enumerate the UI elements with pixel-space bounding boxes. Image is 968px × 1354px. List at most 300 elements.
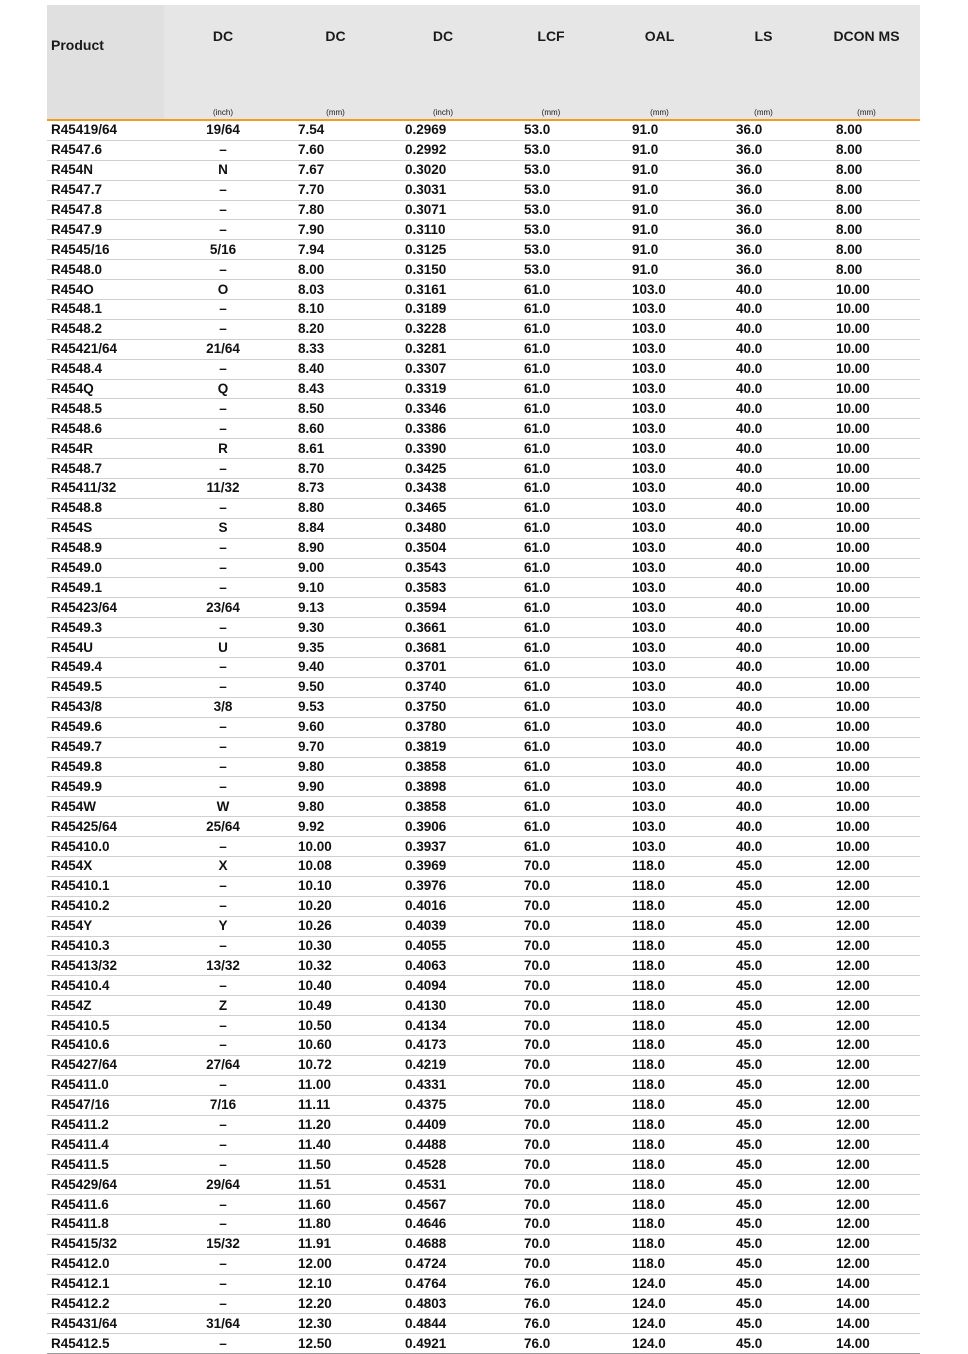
cell-dc-inch: – xyxy=(164,260,282,280)
cell-lcf: 70.0 xyxy=(497,956,605,976)
cell-oal: 103.0 xyxy=(605,638,714,658)
table-row xyxy=(47,896,920,916)
cell-dc-inch-decimal: 0.3701 xyxy=(389,658,497,678)
cell-product: R45411.6 xyxy=(47,1195,164,1215)
cell-dc-inch-decimal: 0.4409 xyxy=(389,1115,497,1135)
cell-dcon-ms: 10.00 xyxy=(813,538,920,558)
cell-dcon-ms: 8.00 xyxy=(813,260,920,280)
cell-dcon-ms: 10.00 xyxy=(813,280,920,300)
cell-lcf: 53.0 xyxy=(497,140,605,160)
cell-product: R45410.0 xyxy=(47,837,164,857)
cell-product: R45410.4 xyxy=(47,976,164,996)
cell-dc-mm: 10.00 xyxy=(282,837,389,857)
cell-dc-mm: 8.43 xyxy=(282,379,389,399)
cell-ls: 36.0 xyxy=(714,180,813,200)
cell-dc-inch: – xyxy=(164,1155,282,1175)
cell-dcon-ms: 10.00 xyxy=(813,677,920,697)
cell-product: R4549.0 xyxy=(47,558,164,578)
cell-dc-inch-decimal: 0.3543 xyxy=(389,558,497,578)
cell-dc-inch-decimal: 0.4039 xyxy=(389,916,497,936)
cell-oal: 103.0 xyxy=(605,797,714,817)
table-row xyxy=(47,1195,920,1215)
cell-oal: 118.0 xyxy=(605,856,714,876)
cell-lcf: 70.0 xyxy=(497,1055,605,1075)
table-row xyxy=(47,1075,920,1095)
cell-dc-inch-decimal: 0.3661 xyxy=(389,618,497,638)
cell-lcf: 61.0 xyxy=(497,777,605,797)
cell-lcf: 70.0 xyxy=(497,996,605,1016)
cell-dc-mm: 7.80 xyxy=(282,200,389,220)
cell-dc-mm: 9.92 xyxy=(282,817,389,837)
cell-dc-inch-decimal: 0.4488 xyxy=(389,1135,497,1155)
cell-dc-inch: 27/64 xyxy=(164,1055,282,1075)
cell-lcf: 53.0 xyxy=(497,220,605,240)
table-header xyxy=(47,5,920,120)
cell-dc-mm: 10.30 xyxy=(282,936,389,956)
cell-dc-mm: 8.33 xyxy=(282,339,389,359)
cell-dc-inch-decimal: 0.3740 xyxy=(389,677,497,697)
cell-dc-mm: 7.90 xyxy=(282,220,389,240)
cell-oal: 103.0 xyxy=(605,618,714,638)
cell-oal: 103.0 xyxy=(605,598,714,618)
cell-dcon-ms: 12.00 xyxy=(813,956,920,976)
cell-dcon-ms: 12.00 xyxy=(813,1035,920,1055)
cell-oal: 118.0 xyxy=(605,1195,714,1215)
cell-dc-inch: – xyxy=(164,1334,282,1354)
table-row xyxy=(47,439,920,459)
cell-lcf: 61.0 xyxy=(497,319,605,339)
cell-lcf: 70.0 xyxy=(497,1234,605,1254)
cell-lcf: 70.0 xyxy=(497,1214,605,1234)
cell-ls: 45.0 xyxy=(714,1095,813,1115)
cell-dc-inch: X xyxy=(164,856,282,876)
cell-dc-inch: – xyxy=(164,459,282,479)
cell-lcf: 70.0 xyxy=(497,936,605,956)
cell-oal: 103.0 xyxy=(605,558,714,578)
table-body xyxy=(47,120,920,1354)
table-row xyxy=(47,618,920,638)
cell-oal: 103.0 xyxy=(605,757,714,777)
cell-lcf: 70.0 xyxy=(497,1095,605,1115)
cell-lcf: 61.0 xyxy=(497,598,605,618)
cell-lcf: 61.0 xyxy=(497,578,605,598)
cell-dcon-ms: 8.00 xyxy=(813,160,920,180)
cell-dc-inch-decimal: 0.3228 xyxy=(389,319,497,339)
cell-oal: 91.0 xyxy=(605,200,714,220)
cell-dc-inch: – xyxy=(164,1214,282,1234)
cell-dc-inch-decimal: 0.3346 xyxy=(389,399,497,419)
cell-dc-inch: 7/16 xyxy=(164,1095,282,1115)
cell-lcf: 61.0 xyxy=(497,697,605,717)
cell-ls: 45.0 xyxy=(714,856,813,876)
cell-dc-inch: 13/32 xyxy=(164,956,282,976)
cell-product: R45412.5 xyxy=(47,1334,164,1354)
cell-dc-mm: 9.80 xyxy=(282,757,389,777)
cell-dc-mm: 10.49 xyxy=(282,996,389,1016)
cell-dc-inch: – xyxy=(164,677,282,697)
cell-dcon-ms: 12.00 xyxy=(813,1155,920,1175)
cell-lcf: 70.0 xyxy=(497,1195,605,1215)
cell-dcon-ms: 14.00 xyxy=(813,1314,920,1334)
cell-ls: 45.0 xyxy=(714,1294,813,1314)
cell-dcon-ms: 12.00 xyxy=(813,916,920,936)
cell-product: R4547.8 xyxy=(47,200,164,220)
cell-oal: 118.0 xyxy=(605,1035,714,1055)
cell-dc-inch: – xyxy=(164,200,282,220)
cell-dcon-ms: 10.00 xyxy=(813,419,920,439)
cell-dc-mm: 10.60 xyxy=(282,1035,389,1055)
cell-ls: 40.0 xyxy=(714,518,813,538)
cell-lcf: 70.0 xyxy=(497,1075,605,1095)
table-row xyxy=(47,797,920,817)
unit-dc-inch-decimal: (inch) xyxy=(389,95,497,120)
cell-dc-mm: 11.50 xyxy=(282,1155,389,1175)
cell-oal: 103.0 xyxy=(605,419,714,439)
cell-dc-inch-decimal: 0.3125 xyxy=(389,240,497,260)
cell-ls: 40.0 xyxy=(714,717,813,737)
cell-ls: 36.0 xyxy=(714,120,813,140)
cell-dc-inch-decimal: 0.3969 xyxy=(389,856,497,876)
cell-lcf: 76.0 xyxy=(497,1274,605,1294)
cell-dc-mm: 9.53 xyxy=(282,697,389,717)
table-row xyxy=(47,1035,920,1055)
cell-dc-mm: 9.90 xyxy=(282,777,389,797)
cell-dc-inch-decimal: 0.4016 xyxy=(389,896,497,916)
table-row xyxy=(47,658,920,678)
cell-dcon-ms: 12.00 xyxy=(813,896,920,916)
cell-dc-inch: – xyxy=(164,976,282,996)
cell-oal: 103.0 xyxy=(605,300,714,320)
table-row xyxy=(47,538,920,558)
cell-product: R4549.4 xyxy=(47,658,164,678)
cell-oal: 103.0 xyxy=(605,399,714,419)
cell-dc-inch: – xyxy=(164,1016,282,1036)
cell-ls: 40.0 xyxy=(714,439,813,459)
cell-dc-inch-decimal: 0.3583 xyxy=(389,578,497,598)
cell-dc-inch: 31/64 xyxy=(164,1314,282,1334)
cell-lcf: 61.0 xyxy=(497,459,605,479)
cell-dc-inch: Z xyxy=(164,996,282,1016)
cell-dcon-ms: 12.00 xyxy=(813,1055,920,1075)
cell-lcf: 61.0 xyxy=(497,737,605,757)
table-row xyxy=(47,459,920,479)
cell-product: R4548.1 xyxy=(47,300,164,320)
cell-dc-inch-decimal: 0.2992 xyxy=(389,140,497,160)
cell-ls: 40.0 xyxy=(714,399,813,419)
cell-ls: 40.0 xyxy=(714,658,813,678)
unit-oal: (mm) xyxy=(605,95,714,120)
cell-dc-mm: 12.20 xyxy=(282,1294,389,1314)
cell-ls: 40.0 xyxy=(714,797,813,817)
cell-dc-inch: – xyxy=(164,1115,282,1135)
table-row xyxy=(47,996,920,1016)
cell-oal: 118.0 xyxy=(605,1016,714,1036)
cell-dcon-ms: 12.00 xyxy=(813,1115,920,1135)
cell-dc-inch: 19/64 xyxy=(164,120,282,140)
cell-dc-inch: – xyxy=(164,300,282,320)
cell-lcf: 70.0 xyxy=(497,916,605,936)
cell-dc-mm: 11.91 xyxy=(282,1234,389,1254)
cell-product: R45423/64 xyxy=(47,598,164,618)
cell-product: R45412.2 xyxy=(47,1294,164,1314)
cell-lcf: 61.0 xyxy=(497,339,605,359)
cell-dcon-ms: 8.00 xyxy=(813,140,920,160)
cell-lcf: 70.0 xyxy=(497,1035,605,1055)
cell-lcf: 61.0 xyxy=(497,300,605,320)
cell-product: R45427/64 xyxy=(47,1055,164,1075)
unit-dc-mm: (mm) xyxy=(282,95,389,120)
cell-ls: 36.0 xyxy=(714,200,813,220)
cell-dc-inch: U xyxy=(164,638,282,658)
table-row xyxy=(47,697,920,717)
cell-lcf: 70.0 xyxy=(497,1155,605,1175)
cell-dc-inch-decimal: 0.3937 xyxy=(389,837,497,857)
cell-dc-mm: 10.72 xyxy=(282,1055,389,1075)
cell-lcf: 53.0 xyxy=(497,260,605,280)
cell-dcon-ms: 10.00 xyxy=(813,459,920,479)
cell-dcon-ms: 10.00 xyxy=(813,339,920,359)
cell-product: R4543/8 xyxy=(47,697,164,717)
cell-ls: 45.0 xyxy=(714,896,813,916)
cell-product: R4548.4 xyxy=(47,359,164,379)
cell-product: R45411.5 xyxy=(47,1155,164,1175)
cell-ls: 36.0 xyxy=(714,220,813,240)
cell-lcf: 61.0 xyxy=(497,797,605,817)
cell-lcf: 61.0 xyxy=(497,658,605,678)
cell-ls: 40.0 xyxy=(714,538,813,558)
table-row xyxy=(47,1115,920,1135)
unit-ls: (mm) xyxy=(714,95,813,120)
cell-ls: 40.0 xyxy=(714,598,813,618)
table-row xyxy=(47,319,920,339)
cell-product: R4548.6 xyxy=(47,419,164,439)
cell-product: R454R xyxy=(47,439,164,459)
cell-dc-inch-decimal: 0.4173 xyxy=(389,1035,497,1055)
cell-lcf: 61.0 xyxy=(497,817,605,837)
table-row xyxy=(47,578,920,598)
cell-dc-mm: 8.73 xyxy=(282,479,389,499)
cell-dcon-ms: 10.00 xyxy=(813,737,920,757)
cell-oal: 103.0 xyxy=(605,319,714,339)
cell-dc-mm: 9.70 xyxy=(282,737,389,757)
table-row xyxy=(47,1214,920,1234)
cell-oal: 118.0 xyxy=(605,1075,714,1095)
table-row xyxy=(47,777,920,797)
cell-oal: 118.0 xyxy=(605,896,714,916)
column-header-dcon-ms: DCON MS xyxy=(813,5,920,95)
table-row xyxy=(47,856,920,876)
cell-dc-mm: 8.10 xyxy=(282,300,389,320)
cell-ls: 40.0 xyxy=(714,379,813,399)
table-row xyxy=(47,300,920,320)
cell-dc-mm: 7.94 xyxy=(282,240,389,260)
cell-lcf: 61.0 xyxy=(497,280,605,300)
cell-dc-inch-decimal: 0.3425 xyxy=(389,459,497,479)
cell-lcf: 61.0 xyxy=(497,757,605,777)
table-row xyxy=(47,1175,920,1195)
cell-dc-inch-decimal: 0.3189 xyxy=(389,300,497,320)
cell-oal: 118.0 xyxy=(605,1234,714,1254)
cell-oal: 91.0 xyxy=(605,260,714,280)
cell-dc-mm: 7.67 xyxy=(282,160,389,180)
cell-dc-inch: 5/16 xyxy=(164,240,282,260)
cell-ls: 45.0 xyxy=(714,1234,813,1254)
table-row xyxy=(47,916,920,936)
cell-ls: 36.0 xyxy=(714,140,813,160)
cell-dcon-ms: 12.00 xyxy=(813,1095,920,1115)
cell-dc-inch: – xyxy=(164,1135,282,1155)
cell-product: R45411.2 xyxy=(47,1115,164,1135)
cell-dc-mm: 10.20 xyxy=(282,896,389,916)
cell-dcon-ms: 10.00 xyxy=(813,837,920,857)
cell-ls: 45.0 xyxy=(714,1135,813,1155)
cell-ls: 40.0 xyxy=(714,300,813,320)
cell-lcf: 70.0 xyxy=(497,976,605,996)
cell-ls: 45.0 xyxy=(714,1175,813,1195)
cell-dc-inch-decimal: 0.3858 xyxy=(389,757,497,777)
table-row xyxy=(47,399,920,419)
cell-dc-inch-decimal: 0.4921 xyxy=(389,1334,497,1354)
table-row xyxy=(47,140,920,160)
table-row xyxy=(47,1016,920,1036)
column-header-lcf: LCF xyxy=(497,5,605,95)
cell-dc-mm: 10.08 xyxy=(282,856,389,876)
cell-product: R4548.5 xyxy=(47,399,164,419)
table-row xyxy=(47,1135,920,1155)
cell-ls: 40.0 xyxy=(714,777,813,797)
table-row xyxy=(47,200,920,220)
cell-lcf: 61.0 xyxy=(497,479,605,499)
cell-dc-inch: – xyxy=(164,618,282,638)
cell-dc-inch-decimal: 0.3161 xyxy=(389,280,497,300)
table-row xyxy=(47,120,920,140)
cell-dc-inch: – xyxy=(164,538,282,558)
cell-oal: 103.0 xyxy=(605,677,714,697)
cell-ls: 45.0 xyxy=(714,1016,813,1036)
cell-dcon-ms: 10.00 xyxy=(813,658,920,678)
table-row xyxy=(47,339,920,359)
cell-product: R4549.9 xyxy=(47,777,164,797)
cell-ls: 40.0 xyxy=(714,677,813,697)
cell-lcf: 53.0 xyxy=(497,120,605,140)
table-row xyxy=(47,1294,920,1314)
cell-product: R4549.8 xyxy=(47,757,164,777)
table-row xyxy=(47,638,920,658)
cell-ls: 40.0 xyxy=(714,498,813,518)
cell-product: R45410.6 xyxy=(47,1035,164,1055)
cell-ls: 40.0 xyxy=(714,459,813,479)
cell-ls: 40.0 xyxy=(714,359,813,379)
table-row xyxy=(47,1234,920,1254)
cell-dc-inch-decimal: 0.3681 xyxy=(389,638,497,658)
cell-product: R454X xyxy=(47,856,164,876)
cell-dc-inch: – xyxy=(164,757,282,777)
cell-oal: 118.0 xyxy=(605,956,714,976)
cell-dc-inch: – xyxy=(164,1035,282,1055)
cell-oal: 118.0 xyxy=(605,916,714,936)
product-table xyxy=(47,5,920,1354)
cell-dc-inch: W xyxy=(164,797,282,817)
cell-product: R4547/16 xyxy=(47,1095,164,1115)
cell-dc-mm: 8.20 xyxy=(282,319,389,339)
cell-dc-inch-decimal: 0.2969 xyxy=(389,120,497,140)
table-row xyxy=(47,518,920,538)
cell-ls: 45.0 xyxy=(714,976,813,996)
cell-dcon-ms: 10.00 xyxy=(813,319,920,339)
cell-ls: 40.0 xyxy=(714,319,813,339)
cell-dc-inch-decimal: 0.3319 xyxy=(389,379,497,399)
cell-dcon-ms: 8.00 xyxy=(813,120,920,140)
table-row xyxy=(47,558,920,578)
cell-ls: 45.0 xyxy=(714,996,813,1016)
cell-oal: 103.0 xyxy=(605,837,714,857)
cell-lcf: 61.0 xyxy=(497,439,605,459)
cell-product: R4549.7 xyxy=(47,737,164,757)
cell-dcon-ms: 10.00 xyxy=(813,300,920,320)
cell-dc-inch-decimal: 0.3020 xyxy=(389,160,497,180)
cell-product: R4548.0 xyxy=(47,260,164,280)
cell-ls: 40.0 xyxy=(714,837,813,857)
cell-dcon-ms: 10.00 xyxy=(813,638,920,658)
cell-oal: 103.0 xyxy=(605,359,714,379)
table-row xyxy=(47,837,920,857)
cell-dc-mm: 9.30 xyxy=(282,618,389,638)
table-row xyxy=(47,817,920,837)
cell-lcf: 61.0 xyxy=(497,618,605,638)
cell-dc-inch: 25/64 xyxy=(164,817,282,837)
column-header-oal: OAL xyxy=(605,5,714,95)
cell-dc-inch-decimal: 0.3480 xyxy=(389,518,497,538)
cell-ls: 40.0 xyxy=(714,339,813,359)
cell-ls: 40.0 xyxy=(714,638,813,658)
cell-dc-mm: 11.40 xyxy=(282,1135,389,1155)
cell-product: R45411.4 xyxy=(47,1135,164,1155)
cell-dc-inch: – xyxy=(164,220,282,240)
cell-dcon-ms: 10.00 xyxy=(813,518,920,538)
table-row xyxy=(47,717,920,737)
cell-dc-mm: 7.54 xyxy=(282,120,389,140)
cell-dcon-ms: 14.00 xyxy=(813,1274,920,1294)
cell-ls: 45.0 xyxy=(714,1314,813,1334)
unit-dc-inch: (inch) xyxy=(164,95,282,120)
cell-product: R454N xyxy=(47,160,164,180)
cell-dc-mm: 9.00 xyxy=(282,558,389,578)
cell-dc-mm: 11.51 xyxy=(282,1175,389,1195)
cell-dc-mm: 8.00 xyxy=(282,260,389,280)
cell-oal: 118.0 xyxy=(605,1254,714,1274)
cell-dc-inch: – xyxy=(164,399,282,419)
cell-dc-mm: 8.61 xyxy=(282,439,389,459)
cell-oal: 124.0 xyxy=(605,1334,714,1354)
cell-dc-mm: 7.60 xyxy=(282,140,389,160)
cell-oal: 91.0 xyxy=(605,240,714,260)
cell-dc-inch-decimal: 0.3976 xyxy=(389,876,497,896)
cell-product: R45419/64 xyxy=(47,120,164,140)
cell-ls: 45.0 xyxy=(714,1334,813,1354)
cell-dcon-ms: 8.00 xyxy=(813,180,920,200)
cell-dc-mm: 10.10 xyxy=(282,876,389,896)
table-row xyxy=(47,1055,920,1075)
unit-dcon-ms: (mm) xyxy=(813,95,920,120)
table-row xyxy=(47,240,920,260)
cell-ls: 45.0 xyxy=(714,1195,813,1215)
cell-oal: 103.0 xyxy=(605,439,714,459)
cell-dc-inch: – xyxy=(164,896,282,916)
cell-dcon-ms: 12.00 xyxy=(813,936,920,956)
cell-dc-inch-decimal: 0.4219 xyxy=(389,1055,497,1075)
cell-lcf: 61.0 xyxy=(497,359,605,379)
cell-dc-inch-decimal: 0.3281 xyxy=(389,339,497,359)
